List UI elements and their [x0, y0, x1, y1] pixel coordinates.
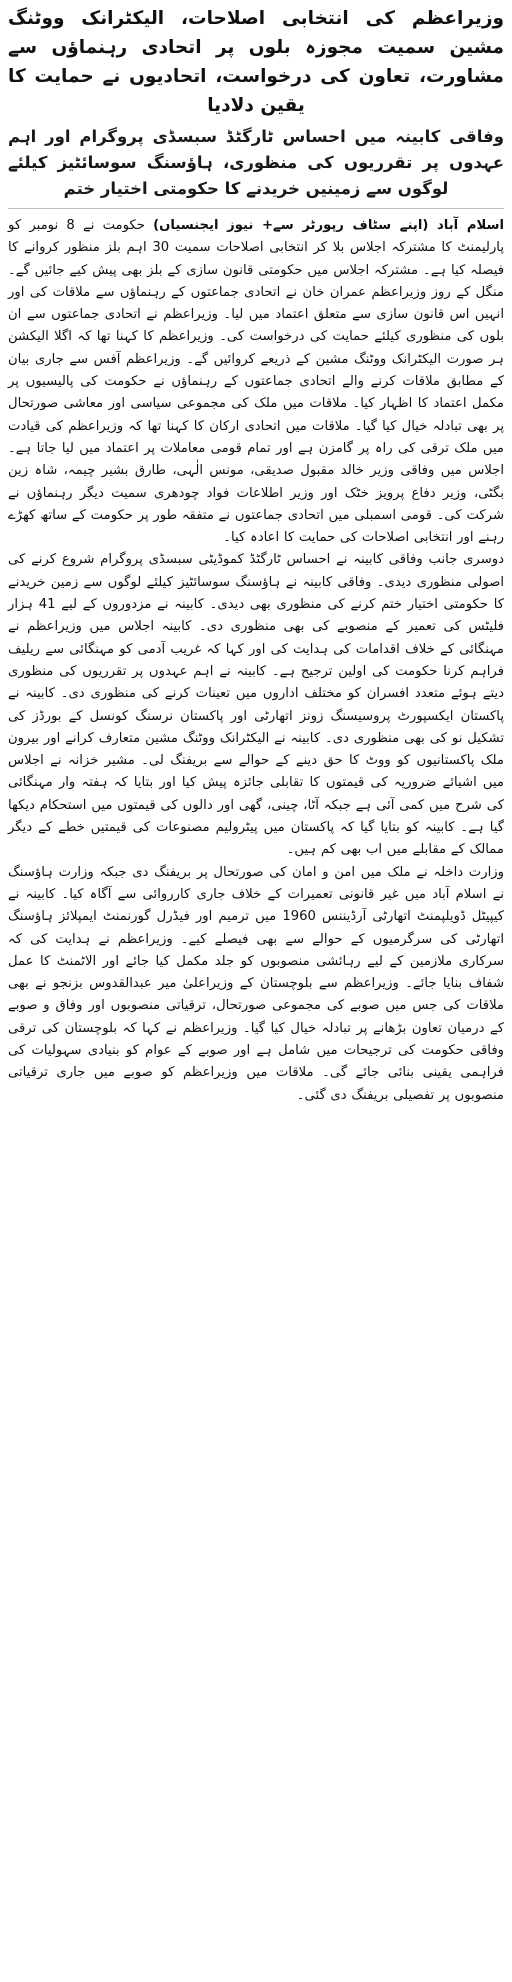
- article-headline: وزیراعظم کی انتخابی اصلاحات، الیکٹرانک ووٹنگ مشین سمیت مجوزہ بلوں پر اتحادی رہنماؤں سے مشاورت، تعاون کی درخواست، اتحادیوں نے حمایت کا یقین دلادیا: [8, 8, 504, 116]
- article-body: [8, 215, 504, 1107]
- article-subheadline: وفاقی کابینہ میں احساس ٹارگٹڈ سبسڈی پروگرام اور اہم عہدوں پر تقرریوں کی منظوری، ہاؤسنگ سوسائٹیز کیلئے لوگوں سے زمینیں خریدنے کا حکومتی اختیار ختم: [8, 127, 504, 198]
- paragraph-text: حکومت نے 8 نومبر کو پارلیمنٹ کا مشترکہ اجلاس بلا کر انتخابی اصلاحات سمیت 30 اہم بلز منظور کروانے کا فیصلہ کیا ہے۔ مشترکہ اجلاس میں حکومتی قانون سازی کے بلز بھی پیش کیے جائیں گے۔ منگل کے روز وزیراعظم عمران خان نے اتحادی جماعتوں کے رہنماؤں سے ملاقات کی اور انہیں اس قانون سازی سے متعلق اعتماد میں لیا۔ وزیراعظم نے اتحادی جماعتوں سے ان بلوں کی منظوری کیلئے حمایت کی درخواست کی۔ وزیراعظم کا کہنا تھا کہ اگلا الیکشن ہر صورت الیکٹرانک ووٹنگ مشین کے ذریعے کروائیں گے۔ وزیراعظم آفس سے جاری بیان کے مطابق ملاقات کرنے والے اتحادی جماعتوں کے رہنماؤں نے حکومت کی پالیسیوں پر مکمل اعتماد کا اظہار کیا۔ ملاقات میں ملک کی مجموعی سیاسی اور معاشی صورتحال پر بھی تبادلہ خیال کیا گیا۔ ملاقات میں اتحادی ارکان کا کہنا تھا کہ وزیراعظم کی قیادت میں ملک ترقی کی راہ پر گامزن ہے اور تمام قومی معاملات پر اعتماد میں لیا جاتا ہے۔ اجلاس میں وفاقی وزیر خالد مقبول صدیقی، مونس الٰہی، طارق بشیر چیمہ، شاہ زین بگٹی، وزیر دفاع پرویز خٹک اور وزیر اطلاعات فواد چودھری سمیت دیگر رہنماؤں نے شرکت کی۔ قومی اسمبلی میں اتحادی جماعتوں نے متفقہ طور پر حکومت کے ساتھ کھڑے رہنے اور انتخابی اصلاحات کی حمایت کا اعادہ کیا۔: [8, 218, 504, 546]
- paragraph-text: وزارت داخلہ نے ملک میں امن و امان کی صورتحال پر بریفنگ دی جبکہ وزارت ہاؤسنگ نے اسلام آباد میں غیر قانونی تعمیرات کے خلاف جاری کارروائی سے آگاہ کیا۔ کابینہ نے کیپیٹل ڈویلپمنٹ اتھارٹی آرڈیننس 1960 میں ترمیم اور فیڈرل گورنمنٹ ایمپلائز ہاؤسنگ اتھارٹی کی سرگرمیوں کے حوالے سے بھی فیصلے کیے۔ وزیراعظم نے ہدایت کی کہ سرکاری ملازمین کے لیے رہائشی منصوبوں کو جلد مکمل کیا جائے اور الاٹمنٹ کا عمل شفاف بنایا جائے۔ وزیراعظم سے بلوچستان کے وزیراعلیٰ میر عبدالقدوس بزنجو نے بھی ملاقات کی جس میں صوبے کی مجموعی صورتحال، ترقیاتی منصوبوں اور وفاق و صوبے کے درمیان تعاون بڑھانے پر تبادلہ خیال کیا گیا۔ وزیراعظم نے کہا کہ بلوچستان کی ترقی وفاقی حکومت کی ترجیحات میں شامل ہے اور صوبے کے عوام کو بنیادی سہولیات کی فراہمی یقینی بنائی جائے گی۔ ملاقات میں وزیراعظم کو صوبے میں جاری ترقیاتی منصوبوں پر تفصیلی بریفنگ دی گئی۔: [8, 864, 504, 1103]
- article-paragraph: [8, 549, 504, 861]
- article-paragraph: [8, 215, 504, 549]
- article-dateline: اسلام آباد (اپنے سٹاف رپورٹر سے+ نیوز ایجنسیاں): [153, 218, 504, 233]
- headline-block: [8, 4, 504, 209]
- article-paragraph: [8, 862, 504, 1107]
- paragraph-text: دوسری جانب وفاقی کابینہ نے احساس ٹارگٹڈ کموڈیٹی سبسڈی پروگرام شروع کرنے کی اصولی منظوری دیدی۔ وفاقی کابینہ نے ہاؤسنگ سوسائٹیز کیلئے لوگوں سے زمین خریدنے کا حکومتی اختیار ختم کرنے کی منظوری بھی دیدی۔ کابینہ نے مزدوروں کے لیے 41 ہزار فلیٹس کی تعمیر کے منصوبے کی بھی منظوری دی۔ کابینہ اجلاس میں وزیراعظم نے مہنگائی کے خلاف اقدامات کی ہدایت کی اور کہا کہ غریب آدمی کو مہنگائی سے ریلیف فراہم کرنا حکومت کی اولین ترجیح ہے۔ کابینہ نے اہم عہدوں پر تقرریوں کی منظوری دیتے ہوئے متعدد افسران کو مختلف اداروں میں تعینات کرنے کی منظوری دی۔ کابینہ نے پاکستان ایکسپورٹ پروسیسنگ زونز اتھارٹی اور پاکستان نرسنگ کونسل کے بورڈز کی تشکیل نو کی بھی منظوری دی۔ کابینہ نے الیکٹرانک ووٹنگ مشین متعارف کرانے اور بیرون ملک پاکستانیوں کو ووٹ کا حق دینے کے حوالے سے بریفنگ لی۔ مشیر خزانہ نے اجلاس میں اشیائے ضروریہ کی قیمتوں کا تقابلی جائزہ پیش کیا اور بتایا کہ ہفتہ وار مہنگائی کی شرح میں کمی آئی ہے جبکہ آٹا، چینی، گھی اور دالوں کی قیمتوں میں استحکام دیکھا گیا ہے۔ کابینہ کو بتایا گیا کہ پاکستان میں پیٹرولیم مصنوعات کی قیمتیں خطے کے دیگر ممالک کے مقابلے میں اب بھی کم ہیں۔: [8, 552, 504, 858]
